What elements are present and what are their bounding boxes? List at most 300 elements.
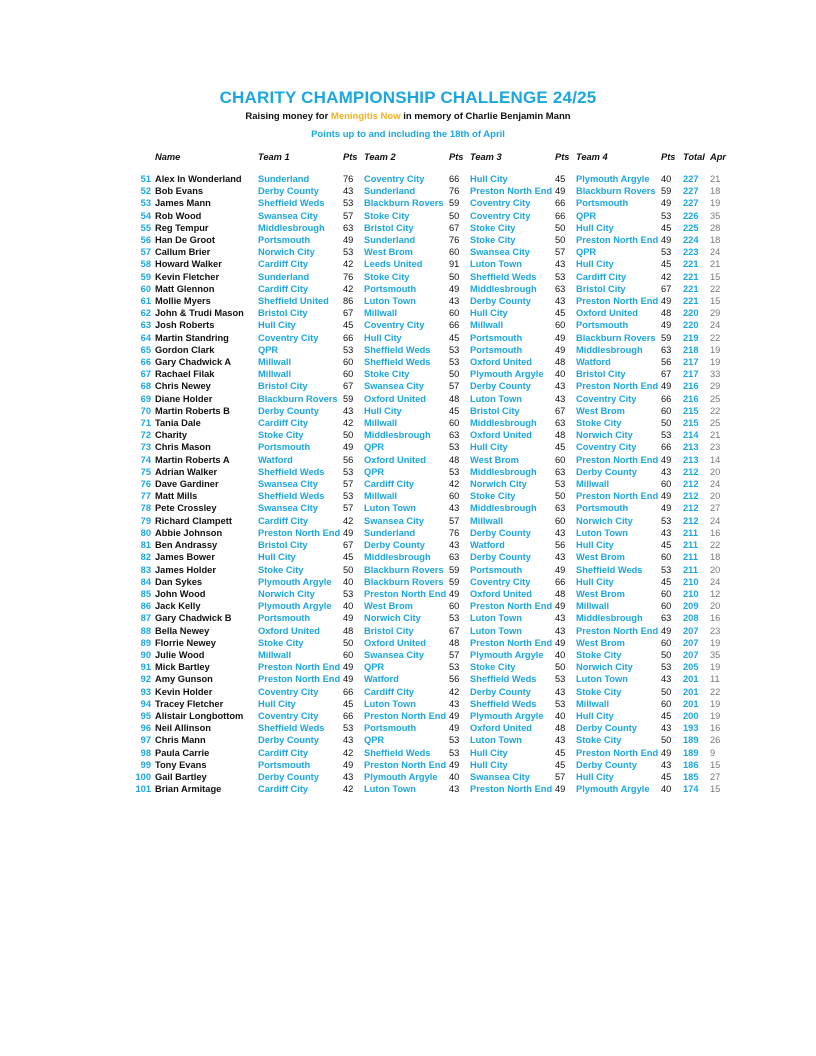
col-team1: Team 1 <box>258 152 290 162</box>
total: 217 <box>683 369 699 380</box>
col-pts3: Pts <box>555 152 570 162</box>
team3: Hull City <box>470 747 508 758</box>
pts1: 42 <box>343 515 354 526</box>
team2: QPR <box>364 662 385 673</box>
player-name: James Mann <box>155 198 211 209</box>
apr-points: 20 <box>710 601 721 612</box>
team4: West Brom <box>576 405 625 416</box>
team1: Middlesbrough <box>258 222 325 233</box>
team1: Bristol City <box>258 308 308 319</box>
team4: West Brom <box>576 552 625 563</box>
team2: Watford <box>364 674 399 685</box>
total: 174 <box>683 784 699 795</box>
player-name: Martin Roberts A <box>155 454 230 465</box>
team2: Millwall <box>364 308 398 319</box>
team1: Preston North End <box>258 674 341 685</box>
position: 73 <box>140 442 151 453</box>
pts1: 57 <box>343 210 354 221</box>
pts3: 45 <box>555 308 566 319</box>
team1: Oxford United <box>258 625 320 636</box>
table-row <box>132 686 732 698</box>
apr-points: 24 <box>710 320 721 331</box>
total: 225 <box>683 222 699 233</box>
team2: Cardiff City <box>364 479 415 490</box>
pts1: 60 <box>343 369 354 380</box>
player-name: Rob Wood <box>155 210 202 221</box>
team1: Portsmouth <box>258 759 311 770</box>
position: 87 <box>140 613 151 624</box>
total: 212 <box>683 466 699 477</box>
team4: Middlesbrough <box>576 613 643 624</box>
total: 200 <box>683 710 699 721</box>
pts2: 53 <box>449 662 460 673</box>
col-pts4: Pts <box>661 152 676 162</box>
col-pts1: Pts <box>343 152 358 162</box>
table-row <box>132 698 732 710</box>
team4: Sheffield Weds <box>576 564 643 575</box>
table-row <box>132 747 732 759</box>
team4: Derby County <box>576 466 637 477</box>
total: 219 <box>683 332 699 343</box>
pts3: 48 <box>555 723 566 734</box>
team2: QPR <box>364 735 385 746</box>
pts3: 49 <box>555 344 566 355</box>
apr-points: 27 <box>710 503 721 514</box>
team4: Hull City <box>576 222 614 233</box>
player-name: Kevin Holder <box>155 686 213 697</box>
table-row <box>132 344 732 356</box>
team3: Millwall <box>470 320 504 331</box>
team3: Oxford United <box>470 588 532 599</box>
team3: Luton Town <box>470 735 522 746</box>
position: 96 <box>140 723 151 734</box>
player-name: Howard Walker <box>155 259 222 270</box>
pts1: 63 <box>343 222 354 233</box>
player-name: Florrie Newey <box>155 637 216 648</box>
pts1: 76 <box>343 271 354 282</box>
pts4: 56 <box>661 357 672 368</box>
pts2: 60 <box>449 418 460 429</box>
pts2: 53 <box>449 344 460 355</box>
team3: Derby County <box>470 296 531 307</box>
team1: Cardiff City <box>258 784 309 795</box>
pts2: 49 <box>449 283 460 294</box>
team3: Oxford United <box>470 430 532 441</box>
team4: Derby County <box>576 723 637 734</box>
pts4: 49 <box>661 235 672 246</box>
team2: Preston North End <box>364 759 447 770</box>
pts4: 60 <box>661 552 672 563</box>
total: 224 <box>683 235 699 246</box>
pts4: 53 <box>661 564 672 575</box>
pts4: 49 <box>661 381 672 392</box>
team2: Middlesbrough <box>364 430 431 441</box>
pts4: 53 <box>661 515 672 526</box>
pts1: 50 <box>343 637 354 648</box>
team2: Bristol City <box>364 222 414 233</box>
total: 227 <box>683 174 699 184</box>
team1: Blackburn Rovers <box>258 393 338 404</box>
table-row <box>132 246 732 258</box>
pts4: 40 <box>661 784 672 795</box>
total: 211 <box>683 527 698 538</box>
pts2: 60 <box>449 491 460 502</box>
position: 75 <box>140 466 151 477</box>
total: 207 <box>683 625 699 636</box>
player-name: Gary Chadwick B <box>155 613 232 624</box>
total: 221 <box>683 283 699 294</box>
team2: Swansea City <box>364 515 424 526</box>
header-row <box>132 150 732 173</box>
player-name: Pete Crossley <box>155 503 217 514</box>
pts4: 50 <box>661 418 672 429</box>
team1: Coventry City <box>258 332 319 343</box>
apr-points: 21 <box>710 259 721 270</box>
pts3: 63 <box>555 466 566 477</box>
team2: Millwall <box>364 491 398 502</box>
table-row <box>132 429 732 441</box>
pts2: 56 <box>449 674 460 685</box>
apr-points: 16 <box>710 527 721 538</box>
pts3: 49 <box>555 186 566 197</box>
table-row <box>132 771 732 783</box>
pts1: 42 <box>343 784 354 795</box>
apr-points: 22 <box>710 540 721 551</box>
player-name: Richard Clampett <box>155 515 232 526</box>
table-row <box>132 393 732 405</box>
pts2: 66 <box>449 320 460 331</box>
total: 201 <box>683 674 699 685</box>
apr-points: 22 <box>710 686 721 697</box>
pts3: 43 <box>555 613 566 624</box>
pts2: 76 <box>449 527 460 538</box>
pts3: 40 <box>555 710 566 721</box>
pts3: 48 <box>555 430 566 441</box>
pts4: 66 <box>661 393 672 404</box>
pts2: 53 <box>449 442 460 453</box>
team3: Plymouth Argyle <box>470 369 544 380</box>
pts4: 40 <box>661 174 672 184</box>
team2: Norwich City <box>364 613 421 624</box>
pts2: 59 <box>449 576 460 587</box>
table-row <box>132 332 732 344</box>
pts3: 50 <box>555 235 566 246</box>
pts4: 50 <box>661 735 672 746</box>
pts3: 53 <box>555 698 566 709</box>
total: 216 <box>683 381 699 392</box>
team2: Portsmouth <box>364 283 417 294</box>
pts1: 53 <box>343 344 354 355</box>
position: 101 <box>135 784 151 795</box>
table-row <box>132 478 732 490</box>
pts2: 53 <box>449 747 460 758</box>
table-row <box>132 405 732 417</box>
position: 60 <box>140 283 151 294</box>
player-name: Abbie Johnson <box>155 527 223 538</box>
table-row <box>132 185 732 197</box>
player-name: Adrian Walker <box>155 466 218 477</box>
team1: Portsmouth <box>258 613 311 624</box>
pts3: 50 <box>555 491 566 502</box>
player-name: John & Trudi Mason <box>155 308 244 319</box>
pts4: 60 <box>661 479 672 490</box>
team3: Middlesbrough <box>470 418 537 429</box>
team1: Hull City <box>258 320 296 331</box>
apr-points: 15 <box>710 784 721 795</box>
pts4: 49 <box>661 198 672 209</box>
player-name: Mick Bartley <box>155 662 210 673</box>
pts4: 49 <box>661 320 672 331</box>
player-name: Brian Armitage <box>155 784 222 795</box>
team2: QPR <box>364 442 385 453</box>
total: 212 <box>683 503 699 514</box>
table-row <box>132 625 732 637</box>
team4: Millwall <box>576 479 610 490</box>
pts2: 45 <box>449 332 460 343</box>
total: 227 <box>683 198 699 209</box>
team1: Sheffield Weds <box>258 491 325 502</box>
pts4: 50 <box>661 649 672 660</box>
team1: Cardiff City <box>258 515 309 526</box>
table-row <box>132 258 732 270</box>
pts2: 45 <box>449 405 460 416</box>
pts3: 53 <box>555 479 566 490</box>
team3: Plymouth Argyle <box>470 710 544 721</box>
apr-points: 22 <box>710 405 721 416</box>
team3: Preston North End <box>470 637 553 648</box>
pts3: 60 <box>555 515 566 526</box>
team2: Preston North End <box>364 710 447 721</box>
team1: Plymouth Argyle <box>258 576 332 587</box>
pts2: 53 <box>449 357 460 368</box>
pts2: 49 <box>449 723 460 734</box>
pts4: 43 <box>661 723 672 734</box>
team2: Blackburn Rovers <box>364 198 444 209</box>
team2: Oxford United <box>364 454 426 465</box>
pts4: 67 <box>661 283 672 294</box>
table-row <box>132 295 732 307</box>
position: 86 <box>140 601 151 612</box>
player-name: Kevin Fletcher <box>155 271 220 282</box>
position: 52 <box>140 186 151 197</box>
team1: Preston North End <box>258 527 341 538</box>
total: 208 <box>683 613 699 624</box>
total: 218 <box>683 344 699 355</box>
position: 58 <box>140 259 151 270</box>
team2: Sheffield Weds <box>364 344 431 355</box>
pts1: 67 <box>343 308 354 319</box>
total: 214 <box>683 430 699 441</box>
pts2: 57 <box>449 515 460 526</box>
team3: Luton Town <box>470 613 522 624</box>
table-row <box>132 283 732 295</box>
player-name: Diane Holder <box>155 393 213 404</box>
team4: QPR <box>576 210 597 221</box>
position: 51 <box>140 174 151 184</box>
position: 79 <box>140 515 151 526</box>
team4: Cardiff City <box>576 271 627 282</box>
pts3: 43 <box>555 527 566 538</box>
total: 186 <box>683 759 699 770</box>
apr-points: 23 <box>710 442 721 453</box>
pts4: 63 <box>661 344 672 355</box>
position: 93 <box>140 686 151 697</box>
team3: Swansea City <box>470 771 530 782</box>
team2: Luton Town <box>364 698 416 709</box>
pts1: 59 <box>343 393 354 404</box>
apr-points: 25 <box>710 393 721 404</box>
team3: Luton Town <box>470 259 522 270</box>
pts1: 42 <box>343 747 354 758</box>
player-name: Martin Standring <box>155 332 229 343</box>
team1: Sheffield Weds <box>258 723 325 734</box>
total: 211 <box>683 552 698 563</box>
pts2: 49 <box>449 759 460 770</box>
team3: Stoke City <box>470 491 516 502</box>
total: 185 <box>683 771 699 782</box>
table-row <box>132 527 732 539</box>
position: 100 <box>135 771 151 782</box>
player-name: Alex In Wonderland <box>155 174 242 184</box>
player-name: Bob Evans <box>155 186 204 197</box>
pts3: 43 <box>555 686 566 697</box>
team3: Hull City <box>470 174 508 184</box>
player-name: Gordon Clark <box>155 344 215 355</box>
pts3: 45 <box>555 442 566 453</box>
pts4: 53 <box>661 662 672 673</box>
team4: Hull City <box>576 259 614 270</box>
pts1: 43 <box>343 771 354 782</box>
apr-points: 24 <box>710 515 721 526</box>
team1: Stoke City <box>258 564 304 575</box>
position: 56 <box>140 235 151 246</box>
position: 83 <box>140 564 151 575</box>
team1: Bristol City <box>258 540 308 551</box>
team3: Oxford United <box>470 723 532 734</box>
apr-points: 16 <box>710 723 721 734</box>
subtitle-suffix: in memory of Charlie Benjamin Mann <box>403 111 571 122</box>
team4: Hull City <box>576 710 614 721</box>
team2: Luton Town <box>364 784 416 795</box>
pts3: 43 <box>555 625 566 636</box>
team3: Millwall <box>470 515 504 526</box>
table-row <box>132 356 732 368</box>
table-row <box>132 271 732 283</box>
team4: Plymouth Argyle <box>576 784 650 795</box>
pts4: 63 <box>661 613 672 624</box>
team3: Luton Town <box>470 625 522 636</box>
pts4: 60 <box>661 698 672 709</box>
position: 81 <box>140 540 151 551</box>
team3: Coventry City <box>470 198 531 209</box>
pts3: 43 <box>555 735 566 746</box>
position: 57 <box>140 247 151 258</box>
table-row <box>132 222 732 234</box>
player-name: Dan Sykes <box>155 576 203 587</box>
table-row <box>132 673 732 685</box>
total: 201 <box>683 686 699 697</box>
pts2: 48 <box>449 637 460 648</box>
apr-points: 18 <box>710 186 721 197</box>
total: 189 <box>683 735 699 746</box>
pts2: 53 <box>449 613 460 624</box>
team1: Bristol City <box>258 381 308 392</box>
player-name: Tony Evans <box>155 759 207 770</box>
team3: Portsmouth <box>470 344 523 355</box>
subtitle <box>0 111 816 122</box>
pts1: 67 <box>343 540 354 551</box>
team4: Bristol City <box>576 283 626 294</box>
player-name: Charity <box>155 430 188 441</box>
team1: Derby County <box>258 771 319 782</box>
team3: Oxford United <box>470 357 532 368</box>
pts2: 67 <box>449 222 460 233</box>
pts1: 42 <box>343 259 354 270</box>
player-name: Rachael Filak <box>155 369 215 380</box>
apr-points: 19 <box>710 198 721 209</box>
player-name: Gary Chadwick A <box>155 357 232 368</box>
team4: Norwich City <box>576 662 633 673</box>
pts1: 45 <box>343 320 354 331</box>
pts2: 43 <box>449 540 460 551</box>
pts4: 67 <box>661 369 672 380</box>
pts2: 43 <box>449 784 460 795</box>
player-name: Ben Andrassy <box>155 540 218 551</box>
team2: QPR <box>364 466 385 477</box>
pts3: 50 <box>555 222 566 233</box>
apr-points: 19 <box>710 698 721 709</box>
team1: Swansea City <box>258 210 318 221</box>
team2: Middlesbrough <box>364 552 431 563</box>
position: 95 <box>140 710 151 721</box>
team4: Derby County <box>576 759 637 770</box>
team1: Stoke City <box>258 637 304 648</box>
team1: Sheffield Weds <box>258 198 325 209</box>
team2: Bristol City <box>364 625 414 636</box>
team4: Hull City <box>576 576 614 587</box>
apr-points: 35 <box>710 649 721 660</box>
pts4: 59 <box>661 332 672 343</box>
pts4: 60 <box>661 588 672 599</box>
position: 53 <box>140 198 151 209</box>
total: 207 <box>683 649 699 660</box>
position: 97 <box>140 735 151 746</box>
pts2: 53 <box>449 735 460 746</box>
pts2: 63 <box>449 552 460 563</box>
pts4: 43 <box>661 759 672 770</box>
team4: Luton Town <box>576 527 628 538</box>
position: 98 <box>140 747 151 758</box>
team4: Norwich City <box>576 515 633 526</box>
pts3: 63 <box>555 418 566 429</box>
apr-points: 21 <box>710 430 721 441</box>
team4: Stoke City <box>576 649 622 660</box>
team2: Stoke City <box>364 271 410 282</box>
pts2: 60 <box>449 247 460 258</box>
team3: Coventry City <box>470 210 531 221</box>
team4: Stoke City <box>576 686 622 697</box>
total: 213 <box>683 442 699 453</box>
team1: Portsmouth <box>258 442 311 453</box>
pts2: 60 <box>449 601 460 612</box>
pts2: 67 <box>449 625 460 636</box>
pts4: 60 <box>661 637 672 648</box>
team3: Stoke City <box>470 662 516 673</box>
table-row <box>132 600 732 612</box>
pts4: 43 <box>661 674 672 685</box>
pts3: 40 <box>555 649 566 660</box>
pts2: 50 <box>449 369 460 380</box>
